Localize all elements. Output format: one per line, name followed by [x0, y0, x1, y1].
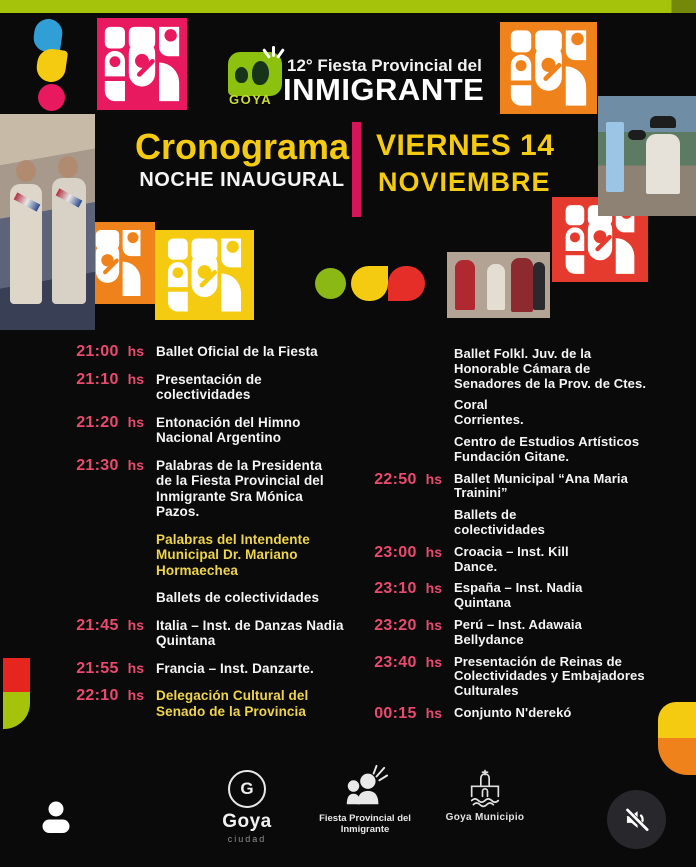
event-time: 23:20 [374, 616, 417, 634]
sun-ray [276, 48, 285, 59]
decor-red-pill [388, 266, 425, 301]
goya-logo-wordmark: GOYA [229, 92, 273, 107]
immigrant-motif-icon [97, 18, 187, 110]
event-description: Ballet Municipal “Ana Maria Trainini” [454, 470, 628, 501]
event-time-unit: hs [425, 580, 442, 597]
event-description: Presentación de colectividades [156, 371, 262, 402]
schedule-column-right [358, 347, 688, 721]
event-description: Francia – Inst. Danzarte. [156, 660, 314, 676]
schedule-row [358, 618, 688, 648]
muted-speaker-icon [623, 806, 650, 833]
immigrant-motif-icon [500, 22, 597, 114]
decor-corner-yellow [658, 702, 696, 738]
decor-red-dot [38, 84, 65, 111]
fiesta-logo-line2: Inmigrante [340, 824, 390, 835]
festival-edition: 12° Fiesta Provincial del [287, 56, 482, 75]
schedule-column-left [60, 344, 360, 719]
event-time-unit: hs [127, 687, 144, 703]
event-description: Centro de Estudios Artísticos Fundación Gitane. [454, 433, 640, 464]
goya-ciudad-icon [228, 770, 266, 808]
schedule-row [358, 706, 688, 722]
photo-detail [606, 122, 624, 192]
event-time-unit: hs [425, 653, 442, 670]
event-time-unit: hs [127, 343, 144, 359]
fiesta-motif-orange-top [500, 22, 597, 114]
schedule-row [358, 435, 688, 465]
photo-colectividades-group [447, 222, 550, 318]
event-time: 21:30 [76, 456, 119, 474]
schedule-row [60, 458, 360, 520]
photo-detail [511, 258, 533, 312]
event-description: Ballets de colectividades [454, 507, 545, 537]
festival-name: INMIGRANTE [283, 72, 485, 107]
schedule-row [60, 590, 360, 606]
person-icon [38, 797, 74, 839]
profile-avatar[interactable] [38, 797, 74, 839]
event-time-unit: hs [425, 470, 442, 487]
event-time-unit: hs [127, 456, 144, 473]
schedule-row [358, 655, 688, 699]
event-description: Palabras de la Presidenta de la Fiesta Provincial del Inmigrante Sra Mónica Pazos. [156, 457, 324, 519]
date-divider [352, 122, 361, 217]
photo-detail [628, 130, 646, 140]
event-description: Italia – Inst. de Danzas Nadia Quintana [156, 617, 344, 648]
event-description: Perú – Inst. Adawaia Bellydance [454, 616, 582, 647]
schedule-row [60, 618, 360, 649]
photo-detail [650, 116, 676, 128]
event-description: Conjunto N'derekó [454, 704, 572, 720]
event-time-unit: hs [127, 413, 144, 430]
photo-detail [58, 156, 78, 178]
decor-yellow-pill [351, 266, 388, 301]
goya-initial: G [240, 779, 254, 798]
fiesta-silhouettes-icon [341, 764, 389, 810]
schedule-row [60, 661, 360, 677]
fiesta-motif-yellow [155, 230, 254, 320]
schedule-row [358, 545, 688, 575]
photo-detail [646, 134, 680, 194]
goya-ciudad-sub: ciudad [227, 834, 267, 844]
event-description: Entonación del Himno Nacional Argentino [156, 414, 301, 445]
photo-detail [487, 264, 505, 310]
photo-detail [455, 260, 475, 310]
event-time-unit: hs [127, 370, 144, 387]
logo-goya-municipio [437, 768, 533, 823]
event-description: Ballet Folkl. Juv. de la Honorable Cámara de Senadores de la Prov. de Ctes. [454, 346, 647, 391]
event-description: Croacia – Inst. Kill Dance. [454, 543, 569, 574]
photo-detail [16, 160, 36, 182]
immigrant-motif-icon [155, 230, 254, 320]
event-description: Ballet Oficial de la Fiesta [156, 344, 318, 359]
decor-corner-green [3, 692, 30, 729]
municipio-building-icon [465, 768, 505, 808]
event-description: Presentación de Reinas de Colectividades y Embajadores Culturales [454, 653, 645, 699]
photo-detail [533, 262, 545, 310]
schedule-row [60, 688, 360, 719]
schedule-title: Cronograma [134, 126, 350, 167]
schedule-row [358, 472, 688, 502]
decor-green-dot [315, 268, 346, 299]
decor-corner-orange [658, 738, 696, 775]
event-time: 21:55 [76, 659, 119, 677]
decor-yellow-drop [35, 47, 68, 84]
event-time: 23:10 [374, 580, 417, 598]
event-description: Coral Corrientes. [454, 397, 524, 428]
event-day: VIERNES 14 [376, 129, 555, 162]
logo-goya-ciudad [203, 770, 291, 844]
event-time-unit: hs [425, 616, 442, 633]
fiesta-motif-pink [97, 18, 187, 110]
event-description: España – Inst. Nadia Quintana [454, 580, 583, 611]
photo-girls-costumes [0, 114, 95, 330]
event-time-unit: hs [127, 616, 144, 633]
goya-brand-logo [228, 52, 282, 96]
event-time-unit: hs [425, 543, 442, 560]
goya-ciudad-name: Goya [222, 811, 272, 832]
event-time: 22:10 [76, 687, 119, 704]
event-time: 21:10 [76, 370, 119, 388]
event-time: 23:40 [374, 653, 417, 671]
schedule-row [60, 415, 360, 446]
municipio-label: Goya Municipio [445, 812, 525, 823]
decor-corner-red [3, 658, 30, 692]
sun-ray [272, 46, 275, 57]
logo-fiesta-provincial [313, 764, 417, 835]
sun-ray [262, 48, 271, 59]
logo-detail [235, 67, 248, 83]
event-time: 22:50 [374, 470, 417, 488]
story-progress-bar [0, 0, 696, 13]
event-time: 00:15 [374, 704, 417, 722]
schedule-row [358, 398, 688, 428]
event-month: NOVIEMBRE [378, 167, 551, 197]
photo-gauchos-flag [598, 96, 696, 216]
schedule-row [358, 347, 688, 391]
mute-button[interactable] [607, 790, 666, 849]
event-time: 21:45 [76, 616, 119, 634]
schedule-row [60, 532, 360, 579]
schedule-row [358, 508, 688, 538]
event-time-unit: hs [127, 659, 144, 676]
schedule-subtitle: NOCHE INAUGURAL [139, 169, 345, 191]
event-description-highlight: Palabras del Intendente Municipal Dr. Mariano Hormaechea [156, 531, 310, 578]
fiesta-logo-line1: Fiesta Provincial del [319, 813, 411, 824]
schedule-row [60, 344, 360, 360]
event-description-highlight: Delegación Cultural del Senado de la Provincia [156, 688, 309, 719]
schedule-row [60, 372, 360, 403]
event-time: 23:00 [374, 543, 417, 561]
schedule-row [358, 581, 688, 611]
logo-detail [252, 61, 269, 85]
event-time-unit: hs [425, 704, 442, 721]
event-description: Ballets de colectividades [156, 590, 320, 605]
event-time: 21:20 [76, 413, 119, 431]
event-time: 21:00 [76, 343, 119, 360]
